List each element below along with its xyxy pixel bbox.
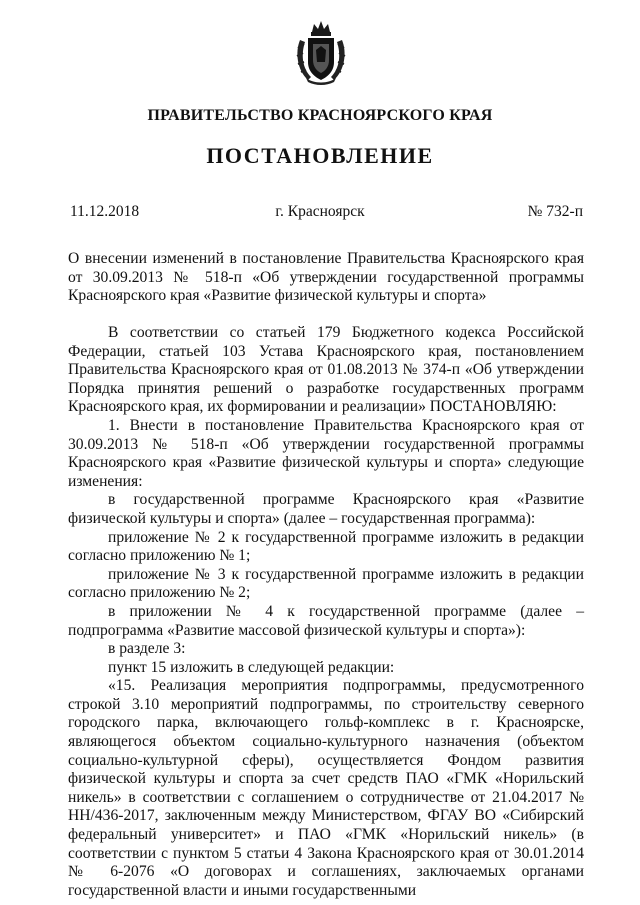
document-subject — [68, 250, 584, 306]
document-number: № 732-п — [527, 203, 583, 220]
body-paragraph: приложение № 2 к государственной программе изложить в редакции согласно приложению № 1; — [68, 528, 584, 565]
body-paragraph: в приложении № 4 к государственной программе (далее – подпрограмма «Развитие массовой физической культуры и спорта»): — [68, 602, 584, 639]
body-paragraph: приложение № 3 к государственной программе изложить в редакции согласно приложению № 2; — [68, 565, 584, 602]
body-paragraph: 1. Внести в постановление Правительства Красноярского края от 30.09.2013 № 518-п «Об утверждении государственной программы Красноярского края «Развитие физической культуры и спорта» следующие изменения: — [68, 416, 584, 490]
document-city: г. Красноярск — [275, 203, 365, 220]
subject-text: О внесении изменений в постановление Правительства Красноярского края от 30.09.2013 № 518-п «Об утверждении государственной программы Красноярского края «Развитие физической культуры и спорта» — [68, 250, 584, 305]
government-name: ПРАВИТЕЛЬСТВО КРАСНОЯРСКОГО КРАЯ — [147, 107, 493, 124]
body-paragraph: в разделе 3: — [108, 640, 186, 658]
document-type-title: ПОСТАНОВЛЕНИЕ — [206, 143, 434, 168]
coat-of-arms-icon — [294, 18, 348, 86]
body-paragraph: В соответствии со статьей 179 Бюджетного кодекса Российской Федерации, статьей 103 Устава Красноярского края, постановлением Правительства Красноярского края от 01.08.2013 № 374-п «Об утверждении Порядка принятия решений о разработке государственных программ Красноярского края, их формировании и реализации» ПОСТАНОВЛЯЮ: — [68, 324, 584, 416]
body-paragraph: «15. Реализация мероприятия подпрограммы, предусмотренного строкой 3.10 мероприятий подпрограммы, по строительству северного городского парка, включающего гольф-комплекс в г. Красноярске, являющегося объектом социально-культурного назначения (объектом социально-культурной сферы), осуществляется Фондом развития физической культуры и спорта за счет средств ПАО «ГМК «Норильский никель» в соответствии с соглашением о сотрудничестве от 21.04.2017 № НН/436-2017, заключенным между Министерством, ФГАУ ВО «Сибирский федеральный университет» и ПАО «ГМК «Норильский никель» (в соответствии с пунктом 5 статьи 4 Закона Красноярского края от 30.01.2014 № 6-2076 «О договорах и соглашениях, заключаемых органами государственной власти и иными государственными — [68, 677, 584, 899]
body-paragraph: в государственной программе Красноярского края «Развитие физической культуры и спорта» (далее – государственная программа): — [68, 491, 584, 527]
body-paragraph: пункт 15 изложить в следующей редакции: — [108, 658, 395, 676]
document-date: 11.12.2018 — [70, 203, 140, 220]
document-body — [68, 324, 584, 900]
